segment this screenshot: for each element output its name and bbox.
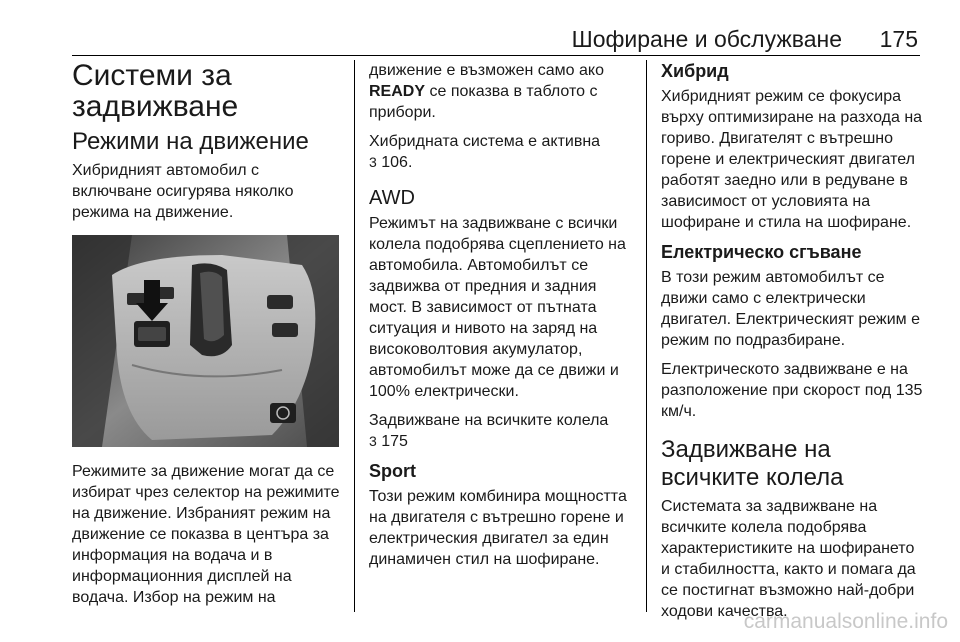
watermark: carmanualsonline.info: [743, 610, 948, 633]
awd-section-heading: Задвижване на всичките колела: [661, 436, 844, 491]
electric-paragraph: В този режим автомобилът се движи само с електрически двигател. Електрическият режим е режим по подразбиране.: [661, 269, 921, 349]
electric-heading: Електрическо сгъване: [661, 242, 862, 262]
sport-heading: Sport: [369, 461, 416, 481]
column-divider-1: [354, 60, 355, 612]
hybrid-paragraph: Хибридният режим се фокусира върху оптимизиране на разхода на гориво. Двигателят с вътрешно горене и електрическият двигател работят заедно или в редуване в зависимост от условията на шофиране и стила на шофиране.: [661, 88, 923, 231]
continued-text: движение е възможен само ако: [369, 62, 604, 79]
continued-paragraph: [369, 60, 633, 123]
hybrid-active-paragraph: [369, 131, 633, 173]
ready-indicator-text: READY: [369, 83, 426, 100]
page-number: 175: [879, 26, 918, 52]
continued-text-2: се показва в таблото с прибори.: [369, 83, 598, 121]
arrow-right-icon: 3: [369, 433, 377, 449]
hybrid-heading: Хибрид: [661, 61, 729, 81]
awd-paragraph: Режимът на задвижване с всички колела подобрява сцеплението на автомобила. Автомобилът се задвижва от предния и задния мост. В зависимост от пътната ситуация и нивото на заряд на високоволтовия акумулатор, автомобилът може да се движи и 100% електрически.: [369, 215, 626, 400]
electric-speed-paragraph: Електрическото задвижване е на разположение при скорост под 135 км/ч.: [661, 361, 923, 420]
page-header: [0, 0, 960, 56]
page-reference[interactable]: 175: [381, 433, 408, 450]
header-rule: [72, 55, 920, 56]
column-2: [369, 60, 633, 578]
awd-system-paragraph: Системата за задвижване на всичките колела подобрява характеристиките на шофирането и стабилността, както и помага да се постигнат възможно най-добри ходови качества.: [661, 498, 916, 620]
awd-reference-paragraph: [369, 410, 633, 452]
image-caption: Режимите за движение могат да се избират чрез селектор на режимите на движение. Избраният режим на движение се показва в центъра за информация на водача и в информационния дисплей на водача. Избор на режим на: [72, 463, 340, 606]
subsection-heading: Режими на движение: [72, 128, 309, 155]
intro-paragraph: Хибридният автомобил с включване осигурява няколко режима на движение.: [72, 162, 294, 221]
page-title: Шофиране и обслужване: [571, 26, 842, 52]
column-3: [661, 60, 923, 630]
drive-mode-selector-photo: [72, 235, 339, 447]
awd-reference-text: Задвижване на всичките колела: [369, 412, 609, 429]
sport-paragraph: Този режим комбинира мощността на двигателя с вътрешно горене и електрическия двигател за един динамичен стил на шофиране.: [369, 488, 627, 568]
arrow-right-icon: 3: [369, 154, 377, 170]
column-divider-2: [646, 60, 647, 612]
hybrid-active-text: Хибридната система е активна: [369, 133, 601, 150]
awd-heading: AWD: [369, 187, 415, 209]
column-1: [72, 60, 342, 616]
page-reference[interactable]: 106.: [381, 154, 413, 171]
section-heading: Системи за задвижване: [72, 59, 239, 123]
